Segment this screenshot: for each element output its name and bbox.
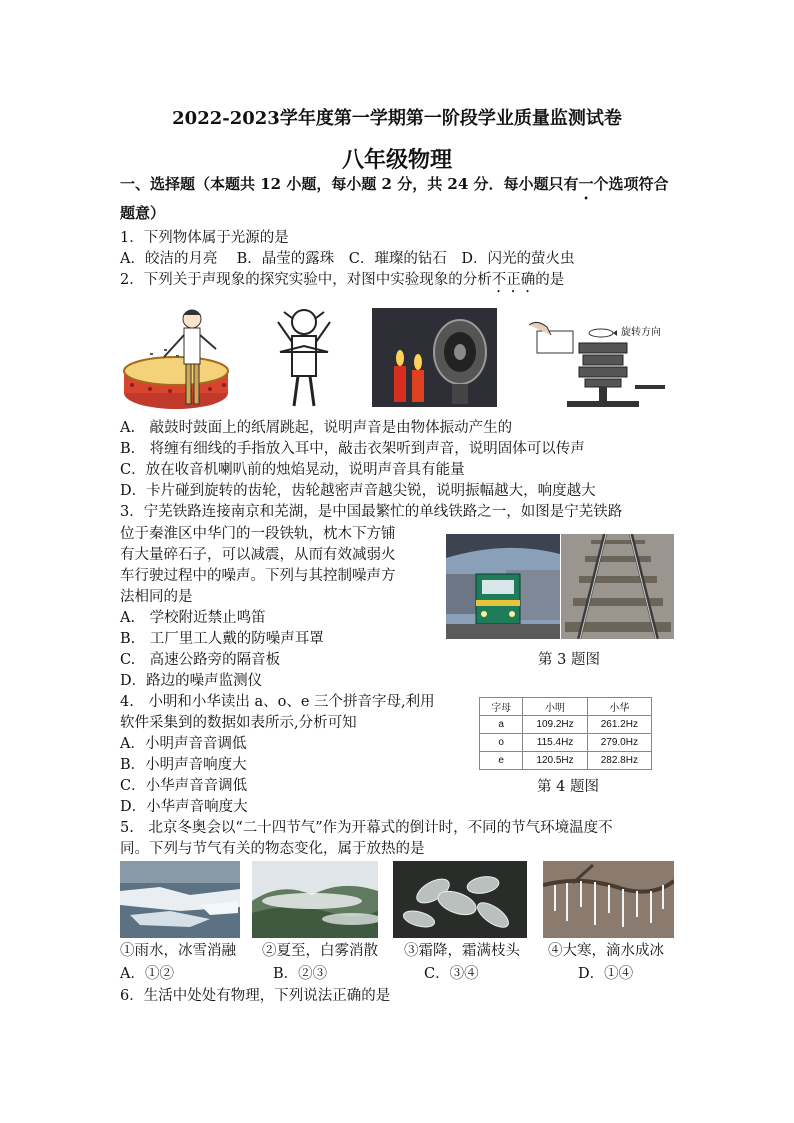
q2-option-a: A. 敲鼓时鼓面上的纸屑跳起，说明声音是由物体振动产生的 (120, 420, 513, 436)
q2-option-c: C．放在收音机喇叭前的烛焰晃动，说明声音具有能量 (120, 462, 465, 478)
table-cell: 261.2Hz (587, 716, 651, 734)
table-row (480, 716, 652, 734)
q6-stem: 6．生活中处处有物理，下列说法正确的是 (120, 988, 391, 1004)
frequency-table (479, 697, 652, 770)
q3-line4: 车行驶过程中的噪声。下列与其控制噪声方 (120, 568, 396, 584)
table-row (480, 734, 652, 752)
q1-options: A．皎洁的月亮 B．晶莹的露珠 C．璀璨的钻石 D．闪光的萤火虫 (120, 251, 575, 267)
q2-option-b: B. 将缠有细线的手指放入耳中，敲击衣架听到声音，说明固体可以传声 (120, 441, 585, 457)
q5-caption-4: ④大寒，滴水成冰 (548, 943, 664, 959)
q3-line2: 位于秦淮区中华门的一段铁轨，枕木下方铺 (120, 526, 396, 542)
q4-option-c: C．小华声音音调低 (120, 778, 248, 794)
q1-stem: 1．下列物体属于光源的是 (120, 230, 289, 246)
table-cell: o (480, 734, 523, 752)
q4-line1: 4. 小明和小华读出 a、o、e 三个拼音字母,利用 (120, 694, 435, 710)
q2-stem (120, 270, 564, 296)
icicles-photo (543, 861, 674, 938)
ice-melting-photo (120, 861, 240, 938)
table-header-cell: 小明 (523, 698, 587, 716)
section-heading-line2: 题意） (120, 204, 166, 222)
section-heading-part-a: 一、选择题（本题共 12 小题，每小题 2 分，共 24 分．每小题只有 (120, 175, 579, 193)
subject-title: 八年级物理 (341, 147, 452, 173)
table-cell: 109.2Hz (523, 716, 587, 734)
q5-caption-3: ③霜降，霜满枝头 (404, 943, 520, 959)
table-header-cell: 字母 (480, 698, 523, 716)
fog-mountain-photo (252, 861, 378, 938)
q2-stem-part-a: 2．下列关于声现象的探究实验中，对图中实验现象的分析 (120, 272, 492, 288)
q3-line5: 法相同的是 (120, 589, 193, 605)
q5-option-d: D．①④ (578, 966, 634, 982)
q2-stem-emphasis: 不正确 (491, 272, 536, 288)
q5-option-c: C．③④ (424, 966, 479, 982)
q5-option-a: A．①② (120, 966, 174, 982)
frost-leaves-photo (393, 861, 527, 938)
table-cell: a (480, 716, 523, 734)
table-cell: 282.8Hz (587, 752, 651, 770)
table-cell: 120.5Hz (523, 752, 587, 770)
table-cell: 279.0Hz (587, 734, 651, 752)
q3-option-a: A. 学校附近禁止鸣笛 (120, 610, 266, 626)
gear-figure (527, 315, 677, 410)
q4-option-a: A．小明声音音调低 (120, 736, 247, 752)
rails-photo (561, 534, 674, 639)
q5-caption-2: ②夏至，白雾消散 (262, 943, 378, 959)
q3-caption: 第 3 题图 (538, 652, 600, 668)
train-photo (446, 534, 560, 639)
speaker-candle-figure (372, 308, 497, 407)
q5-caption-1: ①雨水，冰雪消融 (120, 943, 236, 959)
section-heading (120, 174, 669, 203)
table-row (480, 752, 652, 770)
table-cell: 115.4Hz (523, 734, 587, 752)
q2-stem-part-b: 的是 (535, 272, 565, 288)
q3-option-d: D．路边的噪声监测仪 (120, 673, 263, 689)
hanger-figure (270, 302, 340, 412)
q3-option-b: B. 工厂里工人戴的防噪声耳罩 (120, 631, 324, 647)
q2-option-d: D．卡片碰到旋转的齿轮，齿轮越密声音越尖锐，说明振幅越大，响度越大 (120, 483, 596, 499)
drum-figure (120, 305, 242, 415)
q4-option-b: B．小明声音响度大 (120, 757, 247, 773)
table-header-row (480, 698, 652, 716)
section-heading-part-b: 个选项符合 (593, 175, 669, 193)
q5-line1: 5. 北京冬奥会以“二十四节气”作为开幕式的倒计时，不同的节气环境温度不 (120, 820, 613, 836)
table-cell: e (480, 752, 523, 770)
q4-option-d: D．小华声音响度大 (120, 799, 248, 815)
rotation-direction-label: 旋转方向 (621, 327, 661, 338)
q3-line1: 3．宁芜铁路连接南京和芜湖，是中国最繁忙的单线铁路之一，如图是宁芜铁路 (120, 504, 623, 520)
section-heading-emphasis: 一 (578, 175, 594, 193)
q4-line2: 软件采集到的数据如表所示,分析可知 (120, 715, 357, 731)
table-header-cell: 小华 (587, 698, 651, 716)
q5-option-b: B．②③ (273, 966, 328, 982)
exam-title: 2022-2023学年度第一学期第一阶段学业质量监测试卷 (172, 108, 622, 129)
q5-line2: 同。下列与节气有关的物态变化，属于放热的是 (120, 841, 425, 857)
q3-line3: 有大量碎石子，可以减震，从而有效减弱火 (120, 547, 396, 563)
q4-caption: 第 4 题图 (537, 779, 599, 795)
q3-option-c: C. 高速公路旁的隔音板 (120, 652, 281, 668)
